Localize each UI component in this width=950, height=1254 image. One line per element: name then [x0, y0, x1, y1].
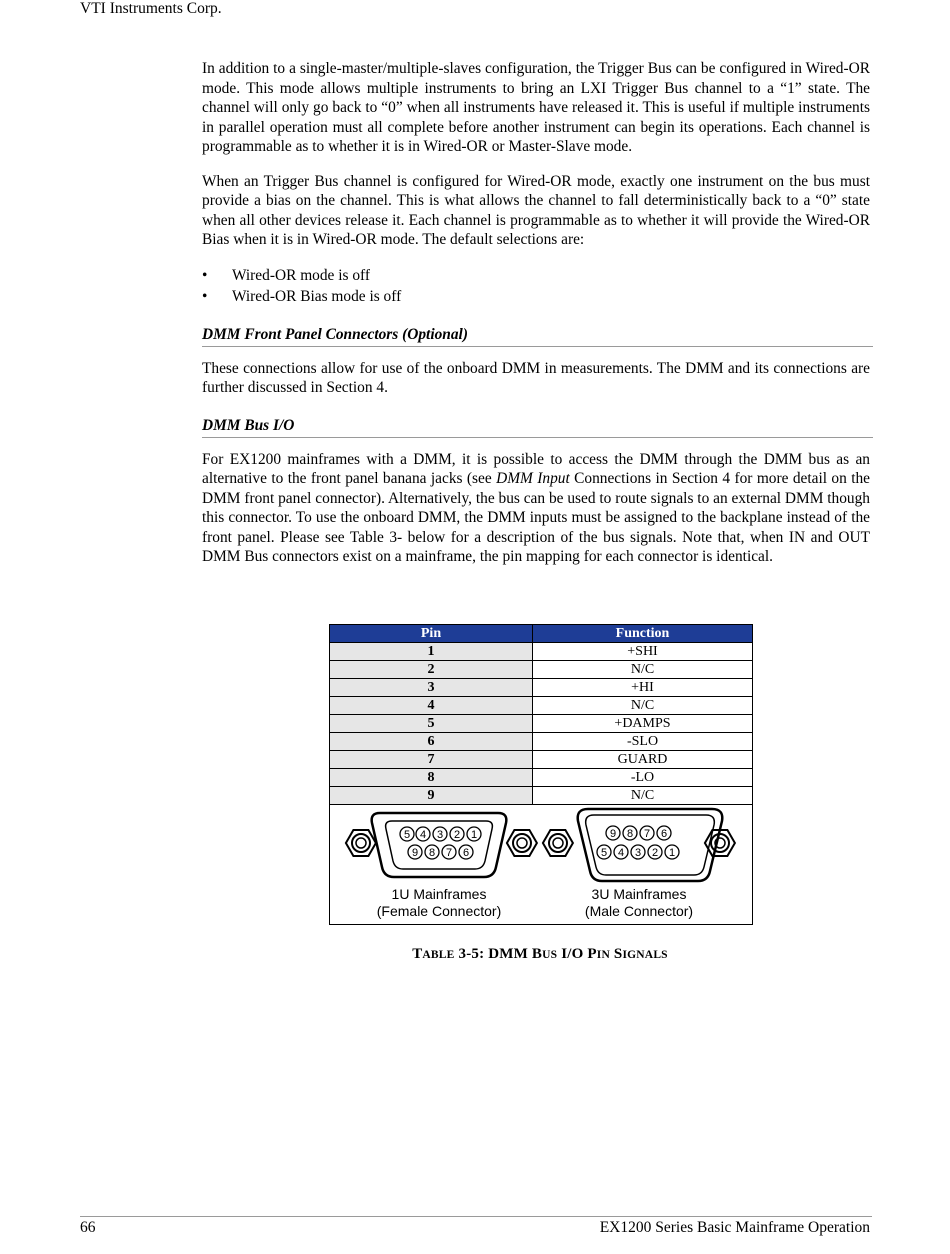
table-row [330, 697, 753, 715]
function-cell: +HI [533, 679, 753, 697]
list-item: • Wired-OR Bias mode is off [202, 287, 402, 305]
connector-diagram-panel [329, 805, 753, 925]
female-connector [346, 813, 537, 919]
running-header: VTI Instruments Corp. [80, 0, 222, 17]
pin-number: 4 [617, 847, 625, 859]
pin-number: 7 [643, 828, 651, 840]
section-heading-front-panel: DMM Front Panel Connectors (Optional) [202, 326, 873, 347]
female-connector-label-line1: 1U Mainframes [391, 886, 487, 902]
pin-cell: 4 [330, 697, 533, 715]
function-cell: GUARD [533, 751, 753, 769]
pin-cell: 9 [330, 787, 533, 805]
male-connector [543, 809, 735, 919]
list-item: • Wired-OR mode is off [202, 266, 371, 284]
female-connector-label-line2: (Female Connector) [376, 903, 502, 919]
pin-number: 4 [419, 829, 427, 841]
pin-number: 3 [436, 829, 444, 841]
page-number: 66 [80, 1219, 96, 1236]
hex-nut-icon [543, 830, 573, 856]
pin-cell: 3 [330, 679, 533, 697]
pin-number: 9 [411, 847, 419, 859]
page-content [202, 59, 870, 582]
table-row [330, 769, 753, 787]
table-row [330, 643, 753, 661]
bullet-icon: • [202, 266, 208, 284]
function-cell: -LO [533, 769, 753, 787]
dmm-input-reference: DMM Input [496, 470, 570, 487]
paragraph-bus-io: For EX1200 mainframes with a DMM, it is possible to access the DMM through the DMM bus as an alternative to the front panel banana jacks (see DMM Input Connections in Section 4 for more detail on the DMM front panel connector). Alternatively, the bus can be used to route signals to an external DMM though this connector. To use the onboard DMM, the DMM inputs must be assigned to the backplane instead of the front panel. Please see Table 3- below for a description of the bus signals. Note that, when IN and OUT DMM Bus connectors exist on a mainframe, the pin mapping for each connector is identical. [202, 450, 870, 565]
function-cell: -SLO [533, 733, 753, 751]
paragraph-wired-or-bias: When an Trigger Bus channel is configured for Wired-OR mode, exactly one instrument on the bus must provide a bias on the channel. This is what allows the channel to fall deterministically back to a “0” state when all other devices release it. Each channel is programmable as to whether it will provide the Wired-OR Bias when it is in Wired-OR mode. The default selections are: [202, 172, 870, 248]
column-header-pin: Pin [330, 625, 533, 643]
pin-number: 6 [660, 828, 668, 840]
bullet-icon: • [202, 287, 208, 305]
pin-signals-table-block [329, 624, 753, 925]
pin-number: 8 [428, 847, 436, 859]
pin-number: 2 [453, 829, 461, 841]
pin-cell: 5 [330, 715, 533, 733]
pin-cell: 8 [330, 769, 533, 787]
table-row [330, 787, 753, 805]
table-caption: TABLE 3-5: DMM BUS I/O PIN SIGNALS [412, 946, 668, 962]
table-row [330, 733, 753, 751]
pin-number: 1 [470, 829, 478, 841]
paragraph-wired-or: In addition to a single-master/multiple-slaves configuration, the Trigger Bus can be configured in Wired-OR mode. This mode allows multiple instruments to bring an LXI Trigger Bus channel to a “1” state. The channel will only go back to “0” when all instruments have released it. This is useful if multiple instruments in parallel operation must all complete before another instrument can begin its operations. Each channel is programmable as to whether it is in Wired-OR or Master-Slave mode. [202, 60, 870, 155]
function-cell: N/C [533, 787, 753, 805]
male-connector-label-line1: 3U Mainframes [591, 886, 687, 902]
pin-number: 3 [634, 847, 642, 859]
table-row [330, 751, 753, 769]
section-heading-bus-io: DMM Bus I/O [202, 417, 873, 438]
function-cell: +SHI [533, 643, 753, 661]
pin-number: 6 [462, 847, 470, 859]
pin-signals-table [329, 624, 753, 805]
running-footer-title: EX1200 Series Basic Mainframe Operation [599, 1219, 870, 1236]
table-header-row [330, 625, 753, 643]
pin-number: 7 [445, 847, 453, 859]
pin-cell: 6 [330, 733, 533, 751]
paragraph-front-panel: These connections allow for use of the onboard DMM in measurements. The DMM and its connections are further discussed in Section 4. [202, 359, 870, 396]
pin-number: 8 [626, 828, 634, 840]
function-cell: N/C [533, 661, 753, 679]
pin-number: 2 [651, 847, 659, 859]
column-header-function: Function [533, 625, 753, 643]
hex-nut-icon [346, 829, 376, 858]
function-cell: +DAMPS [533, 715, 753, 733]
pin-number: 5 [403, 829, 411, 841]
table-row [330, 661, 753, 679]
pin-number: 5 [600, 847, 608, 859]
pin-cell: 2 [330, 661, 533, 679]
table-row [330, 715, 753, 733]
function-cell: N/C [533, 697, 753, 715]
pin-number: 1 [668, 847, 676, 859]
hex-nut-icon [507, 830, 537, 856]
pin-number: 9 [609, 828, 617, 840]
footer-divider [80, 1216, 872, 1217]
table-row [330, 679, 753, 697]
pin-cell: 7 [330, 751, 533, 769]
male-connector-label-line2: (Male Connector) [584, 903, 694, 919]
db9-connector-diagram [330, 805, 752, 924]
default-selections-list [202, 265, 870, 307]
pin-cell: 1 [330, 643, 533, 661]
